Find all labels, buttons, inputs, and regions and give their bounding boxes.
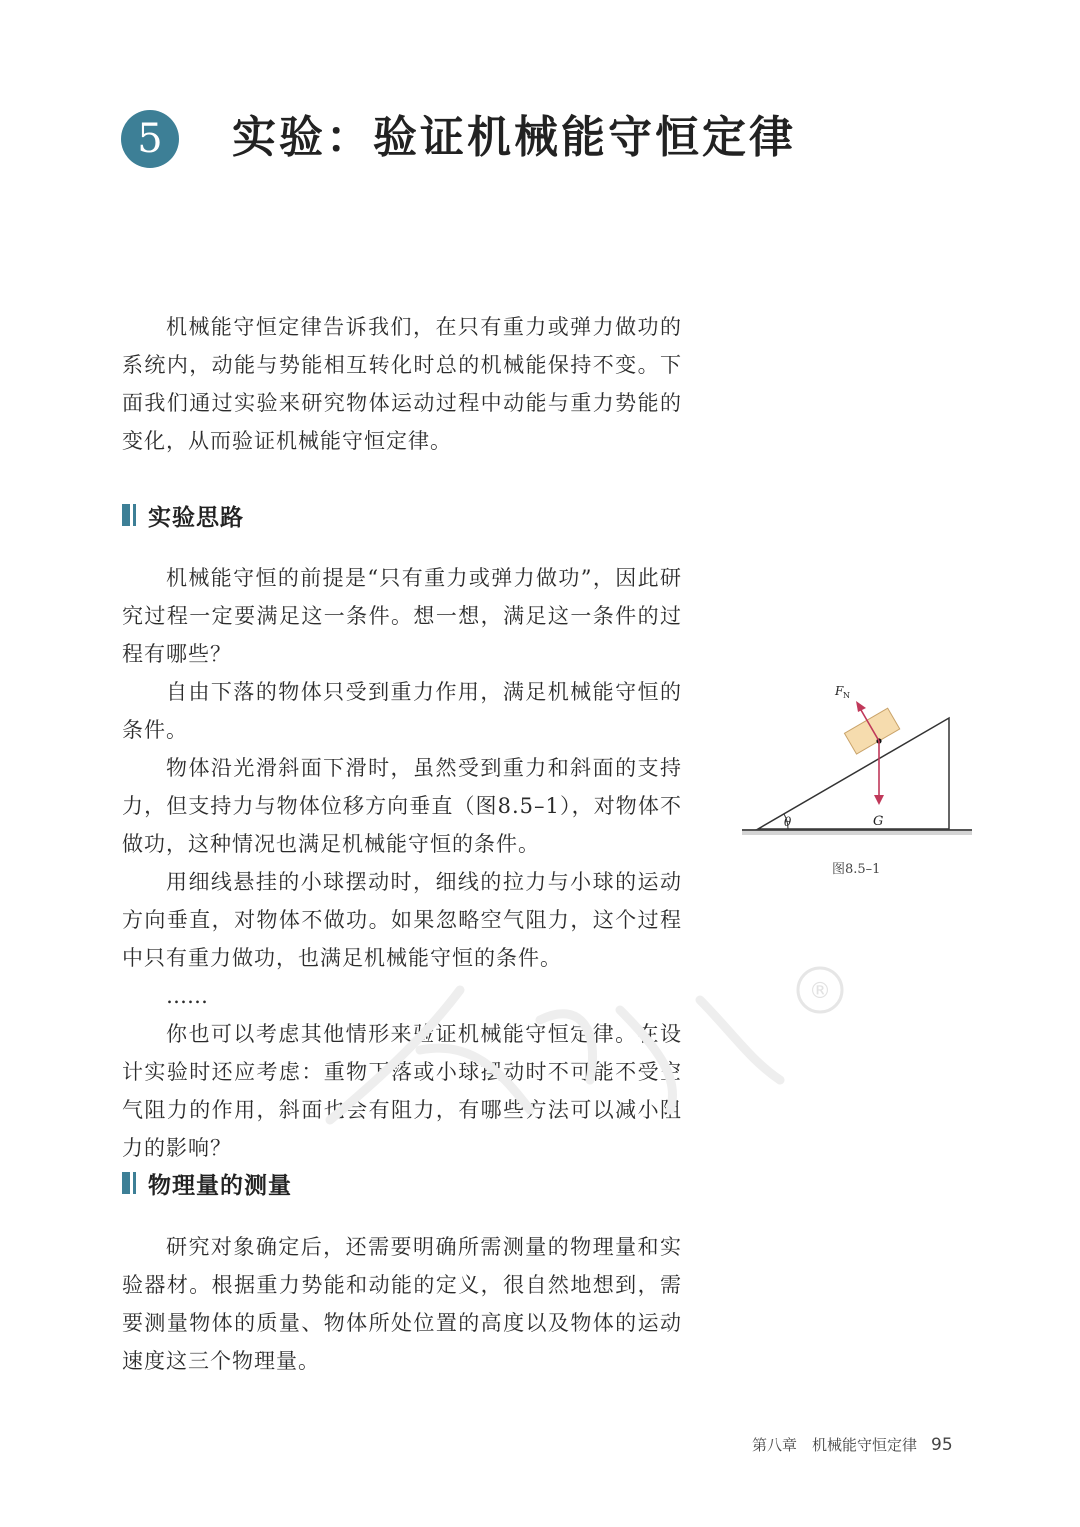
watermark-strokes: [330, 990, 780, 1120]
page-footer: [752, 1434, 953, 1455]
angle-label: θ: [784, 815, 792, 829]
paragraph: 物体沿光滑斜面下滑时，虽然受到重力和斜面的支持力，但支持力与物体位移方向垂直（图8.5–1），对物体不做功，这种情况也满足机械能守恒的条件。: [122, 756, 682, 856]
section2-body: [122, 1228, 682, 1380]
section-heading-measurement: [122, 1167, 292, 1199]
heading-bar-icon: [122, 504, 130, 526]
intro-block: [122, 308, 682, 460]
section-number-badge: 5: [121, 110, 179, 168]
ground-shadow: [742, 831, 972, 835]
heading-bar-icon: [122, 1172, 130, 1194]
normal-force-subscript: N: [843, 691, 850, 700]
section-heading-text: 物理量的测量: [148, 1172, 292, 1199]
page-number: 95: [931, 1435, 953, 1455]
paragraph: 自由下落的物体只受到重力作用，满足机械能守恒的条件。: [122, 680, 682, 742]
intro-paragraph: 机械能守恒定律告诉我们，在只有重力或弹力做功的系统内，动能与势能相互转化时总的机械能保持不变。下面我们通过实验来研究物体运动过程中动能与重力势能的变化，从而验证机械能守恒定律。: [122, 315, 682, 453]
page-title: 实验：验证机械能守恒定律: [232, 112, 796, 163]
section-heading-experiment-idea: [122, 499, 244, 531]
ellipsis: ……: [166, 984, 208, 1008]
gravity-arrowhead-icon: [874, 795, 884, 805]
paragraph: 机械能守恒的前提是“只有重力或弹力做功”，因此研究过程一定要满足这一条件。想一想，满足这一条件的过程有哪些？: [122, 566, 682, 666]
watermark-logo: [300, 960, 860, 1130]
normal-force-label: F: [835, 684, 844, 698]
block: [844, 708, 899, 754]
block-rect: [844, 708, 899, 754]
paragraph: 你也可以考虑其他情形来验证机械能守恒定律。在设计实验时还应考虑：重物下落或小球摆动时不可能不受空气阻力的作用，斜面也会有阻力，有哪些方法可以减小阻力的影响？: [122, 1022, 682, 1160]
normal-force-arrowhead-icon: [856, 701, 866, 712]
gravity-label: G: [873, 814, 884, 829]
paragraph: 用细线悬挂的小球摆动时，细线的拉力与小球的运动方向垂直，对物体不做功。如果忽略空气阻力，这个过程中只有重力做功，也满足机械能守恒的条件。: [122, 870, 682, 970]
figure-caption: 图8.5–1: [832, 862, 881, 877]
inclined-plane-figure: [740, 680, 972, 880]
paragraph: 研究对象确定后，还需要明确所需测量的物理量和实验器材。根据重力势能和动能的定义，很自然地想到，需要测量物体的质量、物体所处位置的高度以及物体的运动速度这三个物理量。: [122, 1235, 682, 1373]
section-heading-text: 实验思路: [148, 504, 244, 531]
registered-mark: ®: [809, 979, 831, 1004]
heading-bar-thin-icon: [133, 504, 136, 526]
footer-chapter: 第八章 机械能守恒定律: [752, 1436, 918, 1454]
heading-bar-thin-icon: [133, 1172, 136, 1194]
